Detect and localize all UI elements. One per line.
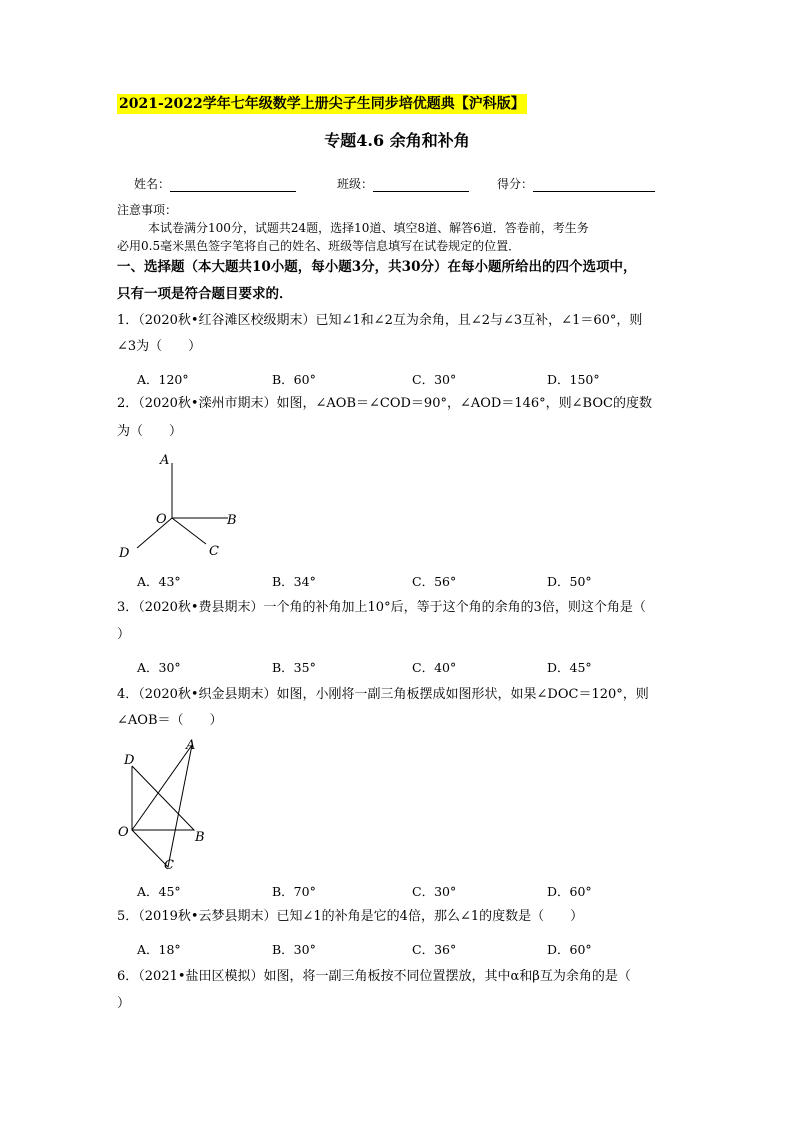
triangle-oac <box>132 745 192 867</box>
label-o: O <box>156 512 167 527</box>
section-heading-line-2: 只有一项是符合题目要求的． <box>117 286 293 302</box>
label-b: B <box>195 830 205 845</box>
notes-line-2: 必用0.5毫米黑色签字笔将自己的姓名、班级等信息填写在试卷规定的位置． <box>117 239 521 253</box>
name-blank[interactable] <box>170 179 296 192</box>
q1-option-a[interactable]: A．120° <box>137 372 189 387</box>
question-2-line-2: 为（ ） <box>117 424 183 439</box>
name-field <box>134 175 296 192</box>
q3-option-a[interactable]: A．30° <box>137 660 181 675</box>
label-d: D <box>124 753 135 768</box>
q4-triangle-figure <box>110 733 220 873</box>
class-label: 班级： <box>337 177 374 191</box>
q4-option-a[interactable]: A．45° <box>137 884 181 899</box>
class-field <box>337 175 469 192</box>
q3-option-c[interactable]: C．40° <box>412 660 457 675</box>
q2-angle-figure <box>110 445 260 570</box>
question-2-line-1: 2．（2020秋•滦州市期末）如图，∠AOB＝∠COD＝90°，∠AOD＝146°，则∠BOC的度数 <box>117 396 652 411</box>
q5-option-d[interactable]: D．60° <box>547 942 592 957</box>
q4-option-b[interactable]: B．70° <box>272 884 316 899</box>
class-blank[interactable] <box>373 179 469 192</box>
score-blank[interactable] <box>533 179 655 192</box>
q1-option-b[interactable]: B．60° <box>272 372 316 387</box>
q3-option-d[interactable]: D．45° <box>547 660 592 675</box>
question-3-line-2: ） <box>117 627 131 642</box>
q2-option-d[interactable]: D．50° <box>547 574 592 589</box>
paper-header: 2021-2022学年七年级数学上册尖子生同步培优题典【沪科版】 <box>119 96 525 112</box>
label-c: C <box>209 544 219 559</box>
score-label: 得分： <box>497 177 534 191</box>
page-title: 专题4.6 余角和补角 <box>324 131 470 150</box>
label-o: O <box>118 825 129 840</box>
q5-option-a[interactable]: A．18° <box>137 942 181 957</box>
question-3-line-1: 3．（2020秋•费县期末）一个角的补角加上10°后，等于这个角的余角的3倍，则这个角是（ <box>117 600 646 615</box>
question-6-line-1: 6．（2021•盐田区模拟）如图，将一副三角板按不同位置摆放，其中α和β互为余角的是（ <box>117 969 631 984</box>
q2-option-b[interactable]: B．34° <box>272 574 316 589</box>
q2-option-c[interactable]: C．56° <box>412 574 457 589</box>
q5-option-b[interactable]: B．30° <box>272 942 316 957</box>
notes-heading: 注意事项： <box>117 203 178 217</box>
q4-option-d[interactable]: D．60° <box>547 884 592 899</box>
ray-od <box>137 518 172 548</box>
score-field <box>497 175 655 192</box>
question-1-line-1: 1．（2020秋•红谷滩区校级期末）已知∠1和∠2互为余角，且∠2与∠3互补，∠1＝60°，则 <box>117 313 643 328</box>
question-4-line-1: 4．（2020秋•织金县期末）如图，小刚将一副三角板摆成如图形状，如果∠DOC＝120°，则 <box>117 687 649 702</box>
label-d: D <box>119 546 130 561</box>
q5-option-c[interactable]: C．36° <box>412 942 457 957</box>
ray-oc <box>172 518 206 544</box>
q1-option-c[interactable]: C．30° <box>412 372 457 387</box>
section-heading-line-1: 一、选择题（本大题共10小题，每小题3分，共30分）在每小题所给出的四个选项中， <box>117 259 637 275</box>
q2-option-a[interactable]: A．43° <box>137 574 181 589</box>
label-c: C <box>164 858 174 873</box>
label-a: A <box>160 453 170 468</box>
label-a: A <box>186 738 196 753</box>
notes-line-1: 本试卷满分100分，试题共24题，选择10道、填空8道、解答6道．答卷前，考生务 <box>148 221 589 235</box>
label-b: B <box>227 513 237 528</box>
question-4-line-2: ∠AOB＝（ ） <box>117 713 223 728</box>
q3-option-b[interactable]: B．35° <box>272 660 316 675</box>
question-6-line-2: ） <box>117 996 131 1011</box>
q4-option-c[interactable]: C．30° <box>412 884 457 899</box>
triangle-dob <box>132 766 194 830</box>
question-1-line-2: ∠3为（ ） <box>117 339 202 354</box>
question-5-line-1: 5．（2019秋•云梦县期末）已知∠1的补角是它的4倍，那么∠1的度数是（ ） <box>117 909 584 924</box>
q1-option-d[interactable]: D．150° <box>547 372 600 387</box>
name-label: 姓名： <box>134 177 171 191</box>
